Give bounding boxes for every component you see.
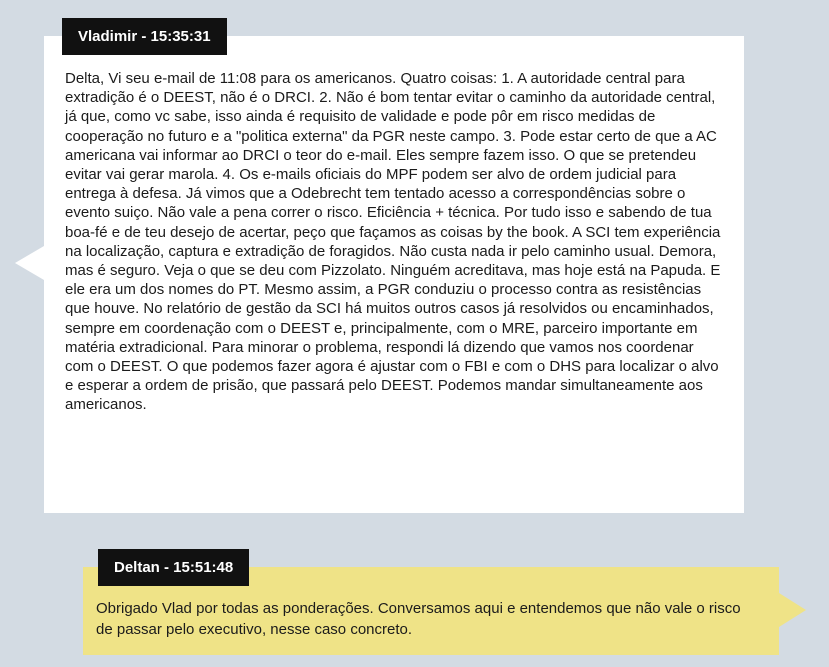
message-bubble-vladimir: [44, 36, 744, 513]
message-text-deltan: Obrigado Vlad por todas as ponderações. Conversamos aqui e entendemos que não vale o risco de passar pelo executivo, nesse caso concreto.: [96, 600, 741, 638]
sender-header-deltan: Deltan - 15:51:48: [98, 549, 249, 586]
sender-header-vladimir: Vladimir - 15:35:31: [62, 18, 227, 55]
message-text-vladimir: Delta, Vi seu e-mail de 11:08 para os americanos. Quatro coisas: 1. A autoridade central para extradição é o DEEST, não é o DRCI. 2. Não é bom tentar evitar o caminho da autoridade central, já que, como vc sabe, isso ainda é requisito de validade e pode pôr em risco medidas de cooperação no futuro e a "politica externa" da PGR neste campo. 3. Pode estar certo de que a AC americana vai informar ao DRCI o teor do e-mail. Eles sempre fazem isso. O que se pretendeu evitar vai gerar marola. 4. Os e-mails oficiais do MPF podem ser alvo de ordem judicial para entrega à defesa. Já vimos que a Odebrecht tem tentado acesso a correspondências sobre o evento suiço. Não vale a pena correr o risco. Eficiência + técnica. Por tudo isso e sabendo de tua boa-fé e de teu desejo de acertar, peço que façamos as coisas by the book. A SCI tem experiência na localização, captura e extradição de foragidos. Não custa nada ir pelo caminho usual. Demora, mas é seguro. Veja o que se deu com Pizzolato. Ninguém acreditava, mas hoje está na Papuda. E ele era um dos nomes do PT. Mesmo assim, a PGR conduziu o processo contra as resistências que houve. No relatório de gestão da SCI há muitos outros casos já resolvidos ou encaminhados, sempre em coordenação com o DEEST e, principalmente, com o MRE, parceiro importante em matéria extradicional. Para minorar o problema, respondi lá dizendo que vamos nos coordenar com o DEEST. O que podemos fazer agora é ajustar com o FBI e com o DHS para localizar o alvo e esperar a ordem de prisão, que passará pelo DEEST. Podemos mandar simultaneamente aos americanos.: [65, 70, 721, 414]
bubble-tail-right: [779, 593, 806, 627]
bubble-tail-left: [15, 246, 44, 280]
